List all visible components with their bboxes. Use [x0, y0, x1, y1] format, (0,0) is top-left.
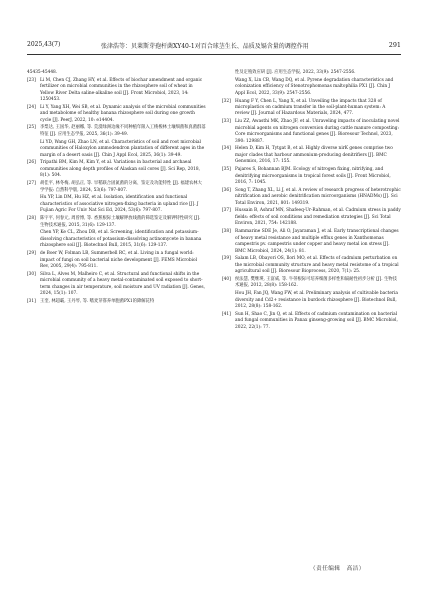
- reference-continuation: Wang X, Lin CB, Wang DQ, et al. Pyrene degradation characteristics and colonization efficiency of Stenotrophomonas maltophilia PX1 [J]. Chin J Appl Ecol, 2022, 33(9): 2547-2556.: [235, 77, 394, 96]
- reference-entry: [222, 146, 401, 165]
- reference-text: Liu ZZ, Awasthi MK, Zhao JF, et al. Unraveling impacts of inoculating novel microbial agents on nitrogen conversion during cattle manure composting: Core microorganisms and functional genes [J]. Bioresour Technol, 2023, 390: 129887.: [235, 119, 400, 144]
- reference-translation: Hou JH, Fan JQ, Wang FW, et al. Preliminary analysis of cultivable bacteria diversity and Cd2+ resistance in burdock rhizosphere [J]. Biotechnol Bull, 2012, 28(8): 158-162.: [235, 291, 398, 310]
- reference-number: [23]: [27, 77, 36, 83]
- reference-entry: [27, 78, 206, 104]
- reference-text: Silva L, Alves M, Malheiro C, et al. Structural and functional shifts in the microbial community of a heavy metal-contaminated soil exposed to short-term changes in air temperature, soil moisture and UV radiation [J]. Genes, 2024, 15(1): 107.: [40, 271, 205, 297]
- reference-entry: [222, 167, 401, 186]
- reference-entry: [222, 188, 401, 207]
- reference-entry: [222, 119, 401, 145]
- reference-number: [38]: [222, 229, 231, 235]
- reference-entry: [27, 251, 206, 270]
- reference-number: [36]: [222, 187, 231, 193]
- reference-translation: Hu YP, Lin DM, Hu HZ, et al. Isolation, identification and functional characteristics of associative nitrogen-fixing bacteria in upland rice [J]. J Fujian Agric For Univ Nat Sci Ed, 2024, 53(6): 797-807.: [40, 195, 199, 214]
- reference-text: Rammarine SDE Je, Ali O, Jayaraman J, et al. Early transcriptional changes of heavy metal resistance and multiple efflux genes in Xanthomonas campestris pv. campestris under copper and heavy metal ion stress [J]. BMC Microbiol, 2024, 24(1): 81.: [235, 229, 399, 254]
- editor-credit: （责任编辑 高洁）: [310, 566, 365, 572]
- reference-text: Huang F Y, Chen L, Yang X, et al. Unveiling the impacts that 328 of microplastics on cadmium transfer in the soil-plant-human system: A review [J]. Journal of Hazardous Materials, 2024, 477.: [235, 98, 386, 117]
- reference-text: 侯法慧, 樊继瑛, 王富威, 等. 牛蒡根际可培养细菌多样性和镉耐性初步分析 [J]. 生物技术通报, 2012, 28(8): 158-162.: [235, 277, 397, 289]
- reference-text: Song T, Zhang XL, Li J, et al. A review of research progress of heterotrophic nitrification and aerobic denitrification microorganisms (HNADMs) [J]. Sci Total Environ, 2021, 801: 149319.: [235, 187, 401, 206]
- reference-number: [35]: [222, 167, 231, 173]
- reference-text: Li M, Chen CJ, Zhang HY, et al. Effects of biochar amendment and organic fertilizer on microbial communities in the rhizosphere soil of wheat in Yellow River Delta saline-alkaline soil [J]. Front Microbiol, 2023, 14: 1250453.: [40, 77, 203, 102]
- reference-column-right: [222, 70, 401, 333]
- reference-entry: [222, 99, 401, 118]
- reference-text: Salam LB, Obayori OS, Ilori MO, et al. Effects of cadmium perturbation on the microbial community structure and heavy metal resistome of a tropical agricultural soil [J]. Bioresour Bioprocess, 2020, 7(1): 25.: [235, 256, 399, 275]
- reference-text: Tripathi BM, Kim M, Kim Y, et al. Variations in bacterial and archaeal communities along depth profiles of Alaskan soil cores [J]. Sci Rep, 2018, 8(1): 504.: [40, 160, 200, 179]
- reference-text: Li Y, Yang XH, Wei SB, et al. Dynamic analysis of the microbial communities and metabolome of healthy banana rhizosphere soil during one growth cycle [J]. PeerJ, 2022, 10: e14404.: [40, 104, 206, 123]
- reference-entry: [27, 181, 206, 194]
- reference-number: [26]: [27, 160, 36, 166]
- running-header: [27, 38, 401, 55]
- reference-text: Helen D, Kim H, Tytgat B, et al. Highly diverse nirK genes comprise two major clades that harbour ammonium-producing denitrifiers [J]. BMC Genomics, 2016, 17: 155.: [235, 146, 393, 165]
- reference-number: [41]: [222, 312, 231, 317]
- journal-issue: 2025,43(7): [27, 41, 61, 48]
- reference-number: [39]: [222, 256, 231, 262]
- reference-text: de Boer W, Folman LB, Summerbell RC, et al. Living in a fungal world: impact of fungi on soil bacterial niche development [J]. FEMS Microbiol Rev, 2005, 29(4): 795-811.: [40, 251, 197, 269]
- reference-number: [32]: [222, 98, 231, 104]
- reference-text: 李梨达, 王国华, 赵丽娜, 等. 荒漠绿洲边缘不同种植年限入工梭梭林土壤细菌和真菌群落特征 [J]. 应用生态学报, 2025, 36(1): 39-49.: [40, 125, 206, 137]
- running-title: 张津浩等：贝莱斯芽孢杆菌XY40-1对百合球茎生长、品质及镉含量的调控作用: [101, 43, 309, 50]
- reference-continuation: 45435-45448.: [27, 70, 58, 75]
- reference-column-left: [27, 70, 206, 307]
- reference-text: Hussain B, Ashraf MN, Shafeeq-Ur-Rahman, et al. Cadmium stress in paddy fields: effects of soil conditions and remediation strategies [J]. Sci Total Environ, 2021, 754: 142188.: [235, 208, 401, 227]
- reference-text: 王奎, 林超霸, 王丹琴, 等. 嗜麦芽寡养单胞菌PX1的降解芘特: [40, 298, 155, 304]
- reference-number: [34]: [222, 146, 231, 152]
- reference-text: 胡佳平, 林冬梅, 胡弘正, 等. 旱稻联合固氮菌的分离、鉴定及功能特性 [J]. 福建农林大学学报: 自然科学版, 2024, 53(6): 797-807.: [40, 181, 202, 193]
- reference-continuation: 性及定殖效应研 [J]. 应用生态学报, 2022, 33(9): 2547-2556.: [235, 70, 356, 75]
- reference-text: Sun H, Shao C, Jin Q, et al. Effects of cadmium contamination on bacterial and fungal communities in Panax ginseng-growing soil [J]. BMC Microbiol, 2022, 22(1): 77.: [235, 312, 398, 330]
- reference-number: [33]: [222, 119, 231, 125]
- reference-number: [31]: [27, 298, 36, 304]
- page-number: 291: [388, 41, 401, 49]
- reference-translation: Li YD, Wang GH, Zhao LN, et al. Characteristics of soil and root microbial communities of Haloxylon ammodendron plantation of different ages in the margin of a desert oasis [J]. Chin J Appl Ecol, 2025, 36(1): 39-49.: [40, 139, 205, 158]
- reference-text: 陈宇平, 何春元, 周曾博, 等. 香蕉根际土壤解钾放线菌的筛选鉴定及解钾特性研究 [J]. 生物技术通报, 2015, 31(6): 129-137.: [40, 216, 201, 228]
- reference-number: [27]: [27, 181, 36, 187]
- reference-text: Pajares S, Bohannan BJM. Ecology of nitrogen fixing, nitrifying, and denitrifying microorganisms in tropical forest soils [J]. Front Microbiol, 2016, 7: 1045.: [235, 167, 391, 185]
- reference-number: [37]: [222, 208, 231, 214]
- reference-number: [29]: [27, 251, 36, 257]
- reference-entry: [222, 256, 401, 275]
- reference-number: [28]: [27, 216, 36, 222]
- reference-entry: [222, 312, 401, 331]
- reference-number: [24]: [27, 104, 36, 110]
- reference-entry: [27, 105, 206, 124]
- reference-entry: [27, 216, 206, 229]
- reference-entry: [27, 299, 206, 305]
- reference-entry: [222, 229, 401, 255]
- reference-entry: [27, 125, 206, 138]
- reference-entry: [27, 272, 206, 298]
- reference-number: [30]: [27, 271, 36, 277]
- reference-number: [25]: [27, 125, 36, 131]
- reference-number: [40]: [222, 277, 231, 283]
- reference-entry: [222, 208, 401, 227]
- reference-translation: Chen YP, Ke CL, Zhou DB, et al. Screening, identification and potassium-dissolving characteristics of potassium-dissolving actinomycete in banana rhizosphere soil [J]. Biotechnol Bull, 2015, 31(6): 129-137.: [40, 230, 202, 249]
- reference-entry: [27, 160, 206, 179]
- reference-entry: [222, 277, 401, 290]
